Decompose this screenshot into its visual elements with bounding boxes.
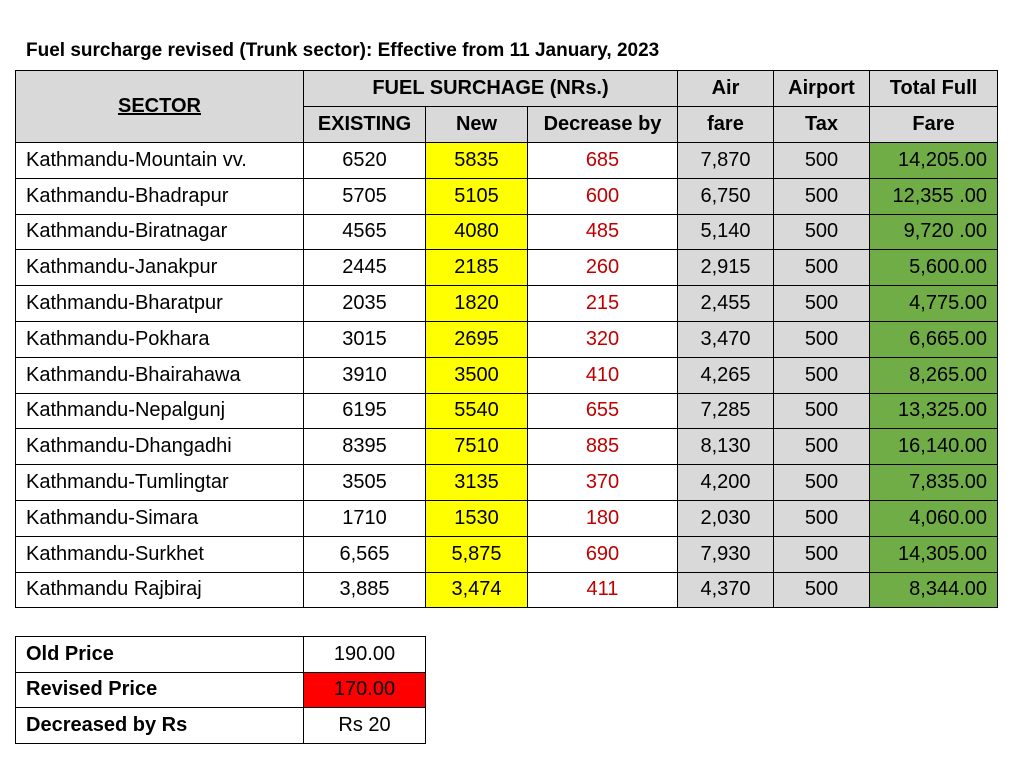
decreased-by-row bbox=[16, 708, 426, 744]
new-cell: 5540 bbox=[426, 393, 528, 429]
total-fare-cell: 14,305.00 bbox=[870, 536, 998, 572]
sector-cell: Kathmandu-Dhangadhi bbox=[16, 429, 304, 465]
table-row bbox=[16, 572, 998, 608]
decrease-cell: 410 bbox=[528, 357, 678, 393]
existing-cell: 3505 bbox=[304, 465, 426, 501]
header-total-fare-bottom: Fare bbox=[870, 107, 998, 143]
airport-tax-cell: 500 bbox=[774, 429, 870, 465]
decrease-cell: 885 bbox=[528, 429, 678, 465]
header-airport-tax-top: Airport bbox=[774, 71, 870, 107]
total-fare-cell: 4,775.00 bbox=[870, 286, 998, 322]
new-cell: 3,474 bbox=[426, 572, 528, 608]
fare-table-body bbox=[16, 143, 998, 608]
header-sector: SECTOR bbox=[16, 71, 304, 143]
airport-tax-cell: 500 bbox=[774, 465, 870, 501]
new-cell: 1530 bbox=[426, 500, 528, 536]
revised-price-row bbox=[16, 672, 426, 708]
new-cell: 2185 bbox=[426, 250, 528, 286]
fare-table bbox=[15, 70, 998, 608]
table-row bbox=[16, 321, 998, 357]
air-fare-cell: 7,930 bbox=[678, 536, 774, 572]
total-fare-cell: 12,355 .00 bbox=[870, 178, 998, 214]
airport-tax-cell: 500 bbox=[774, 500, 870, 536]
decrease-cell: 690 bbox=[528, 536, 678, 572]
table-row bbox=[16, 250, 998, 286]
sector-cell: Kathmandu-Janakpur bbox=[16, 250, 304, 286]
total-fare-cell: 8,265.00 bbox=[870, 357, 998, 393]
new-cell: 1820 bbox=[426, 286, 528, 322]
table-row bbox=[16, 465, 998, 501]
new-cell: 4080 bbox=[426, 214, 528, 250]
air-fare-cell: 2,915 bbox=[678, 250, 774, 286]
table-row bbox=[16, 178, 998, 214]
existing-cell: 5705 bbox=[304, 178, 426, 214]
airport-tax-cell: 500 bbox=[774, 178, 870, 214]
new-cell: 7510 bbox=[426, 429, 528, 465]
air-fare-cell: 2,030 bbox=[678, 500, 774, 536]
table-row bbox=[16, 357, 998, 393]
total-fare-cell: 8,344.00 bbox=[870, 572, 998, 608]
total-fare-cell: 9,720 .00 bbox=[870, 214, 998, 250]
airport-tax-cell: 500 bbox=[774, 393, 870, 429]
price-table bbox=[15, 636, 426, 744]
table-row bbox=[16, 536, 998, 572]
table-row bbox=[16, 500, 998, 536]
air-fare-cell: 4,265 bbox=[678, 357, 774, 393]
revised-price-value: 170.00 bbox=[304, 672, 426, 708]
header-decrease-by: Decrease by bbox=[528, 107, 678, 143]
header-fuel-surcharge: FUEL SURCHAGE (NRs.) bbox=[304, 71, 678, 107]
header-existing: EXISTING bbox=[304, 107, 426, 143]
table-row bbox=[16, 143, 998, 179]
new-cell: 5,875 bbox=[426, 536, 528, 572]
airport-tax-cell: 500 bbox=[774, 321, 870, 357]
table-row bbox=[16, 393, 998, 429]
air-fare-cell: 7,285 bbox=[678, 393, 774, 429]
decreased-by-value: Rs 20 bbox=[304, 708, 426, 744]
document-title: Fuel surcharge revised (Trunk sector): Effective from 11 January, 2023 bbox=[26, 40, 660, 61]
new-cell: 3500 bbox=[426, 357, 528, 393]
decrease-cell: 180 bbox=[528, 500, 678, 536]
airport-tax-cell: 500 bbox=[774, 143, 870, 179]
existing-cell: 1710 bbox=[304, 500, 426, 536]
sector-cell: Kathmandu Rajbiraj bbox=[16, 572, 304, 608]
air-fare-cell: 4,370 bbox=[678, 572, 774, 608]
airport-tax-cell: 500 bbox=[774, 572, 870, 608]
sector-cell: Kathmandu-Pokhara bbox=[16, 321, 304, 357]
existing-cell: 6520 bbox=[304, 143, 426, 179]
air-fare-cell: 7,870 bbox=[678, 143, 774, 179]
old-price-label: Old Price bbox=[16, 637, 304, 673]
air-fare-cell: 4,200 bbox=[678, 465, 774, 501]
existing-cell: 6,565 bbox=[304, 536, 426, 572]
decrease-cell: 685 bbox=[528, 143, 678, 179]
header-air-fare-top: Air bbox=[678, 71, 774, 107]
decrease-cell: 370 bbox=[528, 465, 678, 501]
air-fare-cell: 3,470 bbox=[678, 321, 774, 357]
airport-tax-cell: 500 bbox=[774, 286, 870, 322]
header-total-fare-top: Total Full bbox=[870, 71, 998, 107]
header-air-fare-bottom: fare bbox=[678, 107, 774, 143]
existing-cell: 6195 bbox=[304, 393, 426, 429]
decrease-cell: 260 bbox=[528, 250, 678, 286]
decrease-cell: 485 bbox=[528, 214, 678, 250]
air-fare-cell: 8,130 bbox=[678, 429, 774, 465]
airport-tax-cell: 500 bbox=[774, 214, 870, 250]
existing-cell: 4565 bbox=[304, 214, 426, 250]
revised-price-label: Revised Price bbox=[16, 672, 304, 708]
air-fare-cell: 5,140 bbox=[678, 214, 774, 250]
decreased-by-label: Decreased by Rs bbox=[16, 708, 304, 744]
new-cell: 5835 bbox=[426, 143, 528, 179]
sector-cell: Kathmandu-Mountain vv. bbox=[16, 143, 304, 179]
airport-tax-cell: 500 bbox=[774, 250, 870, 286]
existing-cell: 2445 bbox=[304, 250, 426, 286]
existing-cell: 3,885 bbox=[304, 572, 426, 608]
sector-cell: Kathmandu-Bhairahawa bbox=[16, 357, 304, 393]
total-fare-cell: 14,205.00 bbox=[870, 143, 998, 179]
total-fare-cell: 7,835.00 bbox=[870, 465, 998, 501]
decrease-cell: 320 bbox=[528, 321, 678, 357]
total-fare-cell: 6,665.00 bbox=[870, 321, 998, 357]
total-fare-cell: 13,325.00 bbox=[870, 393, 998, 429]
decrease-cell: 411 bbox=[528, 572, 678, 608]
new-cell: 3135 bbox=[426, 465, 528, 501]
airport-tax-cell: 500 bbox=[774, 357, 870, 393]
total-fare-cell: 4,060.00 bbox=[870, 500, 998, 536]
sector-cell: Kathmandu-Tumlingtar bbox=[16, 465, 304, 501]
sector-cell: Kathmandu-Biratnagar bbox=[16, 214, 304, 250]
new-cell: 2695 bbox=[426, 321, 528, 357]
air-fare-cell: 6,750 bbox=[678, 178, 774, 214]
header-row-1 bbox=[16, 71, 998, 107]
decrease-cell: 600 bbox=[528, 178, 678, 214]
total-fare-cell: 5,600.00 bbox=[870, 250, 998, 286]
old-price-value: 190.00 bbox=[304, 637, 426, 673]
decrease-cell: 655 bbox=[528, 393, 678, 429]
header-airport-tax-bottom: Tax bbox=[774, 107, 870, 143]
sector-cell: Kathmandu-Nepalgunj bbox=[16, 393, 304, 429]
table-row bbox=[16, 214, 998, 250]
table-row bbox=[16, 286, 998, 322]
sector-cell: Kathmandu-Bharatpur bbox=[16, 286, 304, 322]
existing-cell: 3015 bbox=[304, 321, 426, 357]
sector-cell: Kathmandu-Simara bbox=[16, 500, 304, 536]
old-price-row bbox=[16, 637, 426, 673]
total-fare-cell: 16,140.00 bbox=[870, 429, 998, 465]
table-row bbox=[16, 429, 998, 465]
existing-cell: 8395 bbox=[304, 429, 426, 465]
decrease-cell: 215 bbox=[528, 286, 678, 322]
sector-cell: Kathmandu-Bhadrapur bbox=[16, 178, 304, 214]
sector-cell: Kathmandu-Surkhet bbox=[16, 536, 304, 572]
header-new: New bbox=[426, 107, 528, 143]
airport-tax-cell: 500 bbox=[774, 536, 870, 572]
new-cell: 5105 bbox=[426, 178, 528, 214]
existing-cell: 2035 bbox=[304, 286, 426, 322]
air-fare-cell: 2,455 bbox=[678, 286, 774, 322]
existing-cell: 3910 bbox=[304, 357, 426, 393]
